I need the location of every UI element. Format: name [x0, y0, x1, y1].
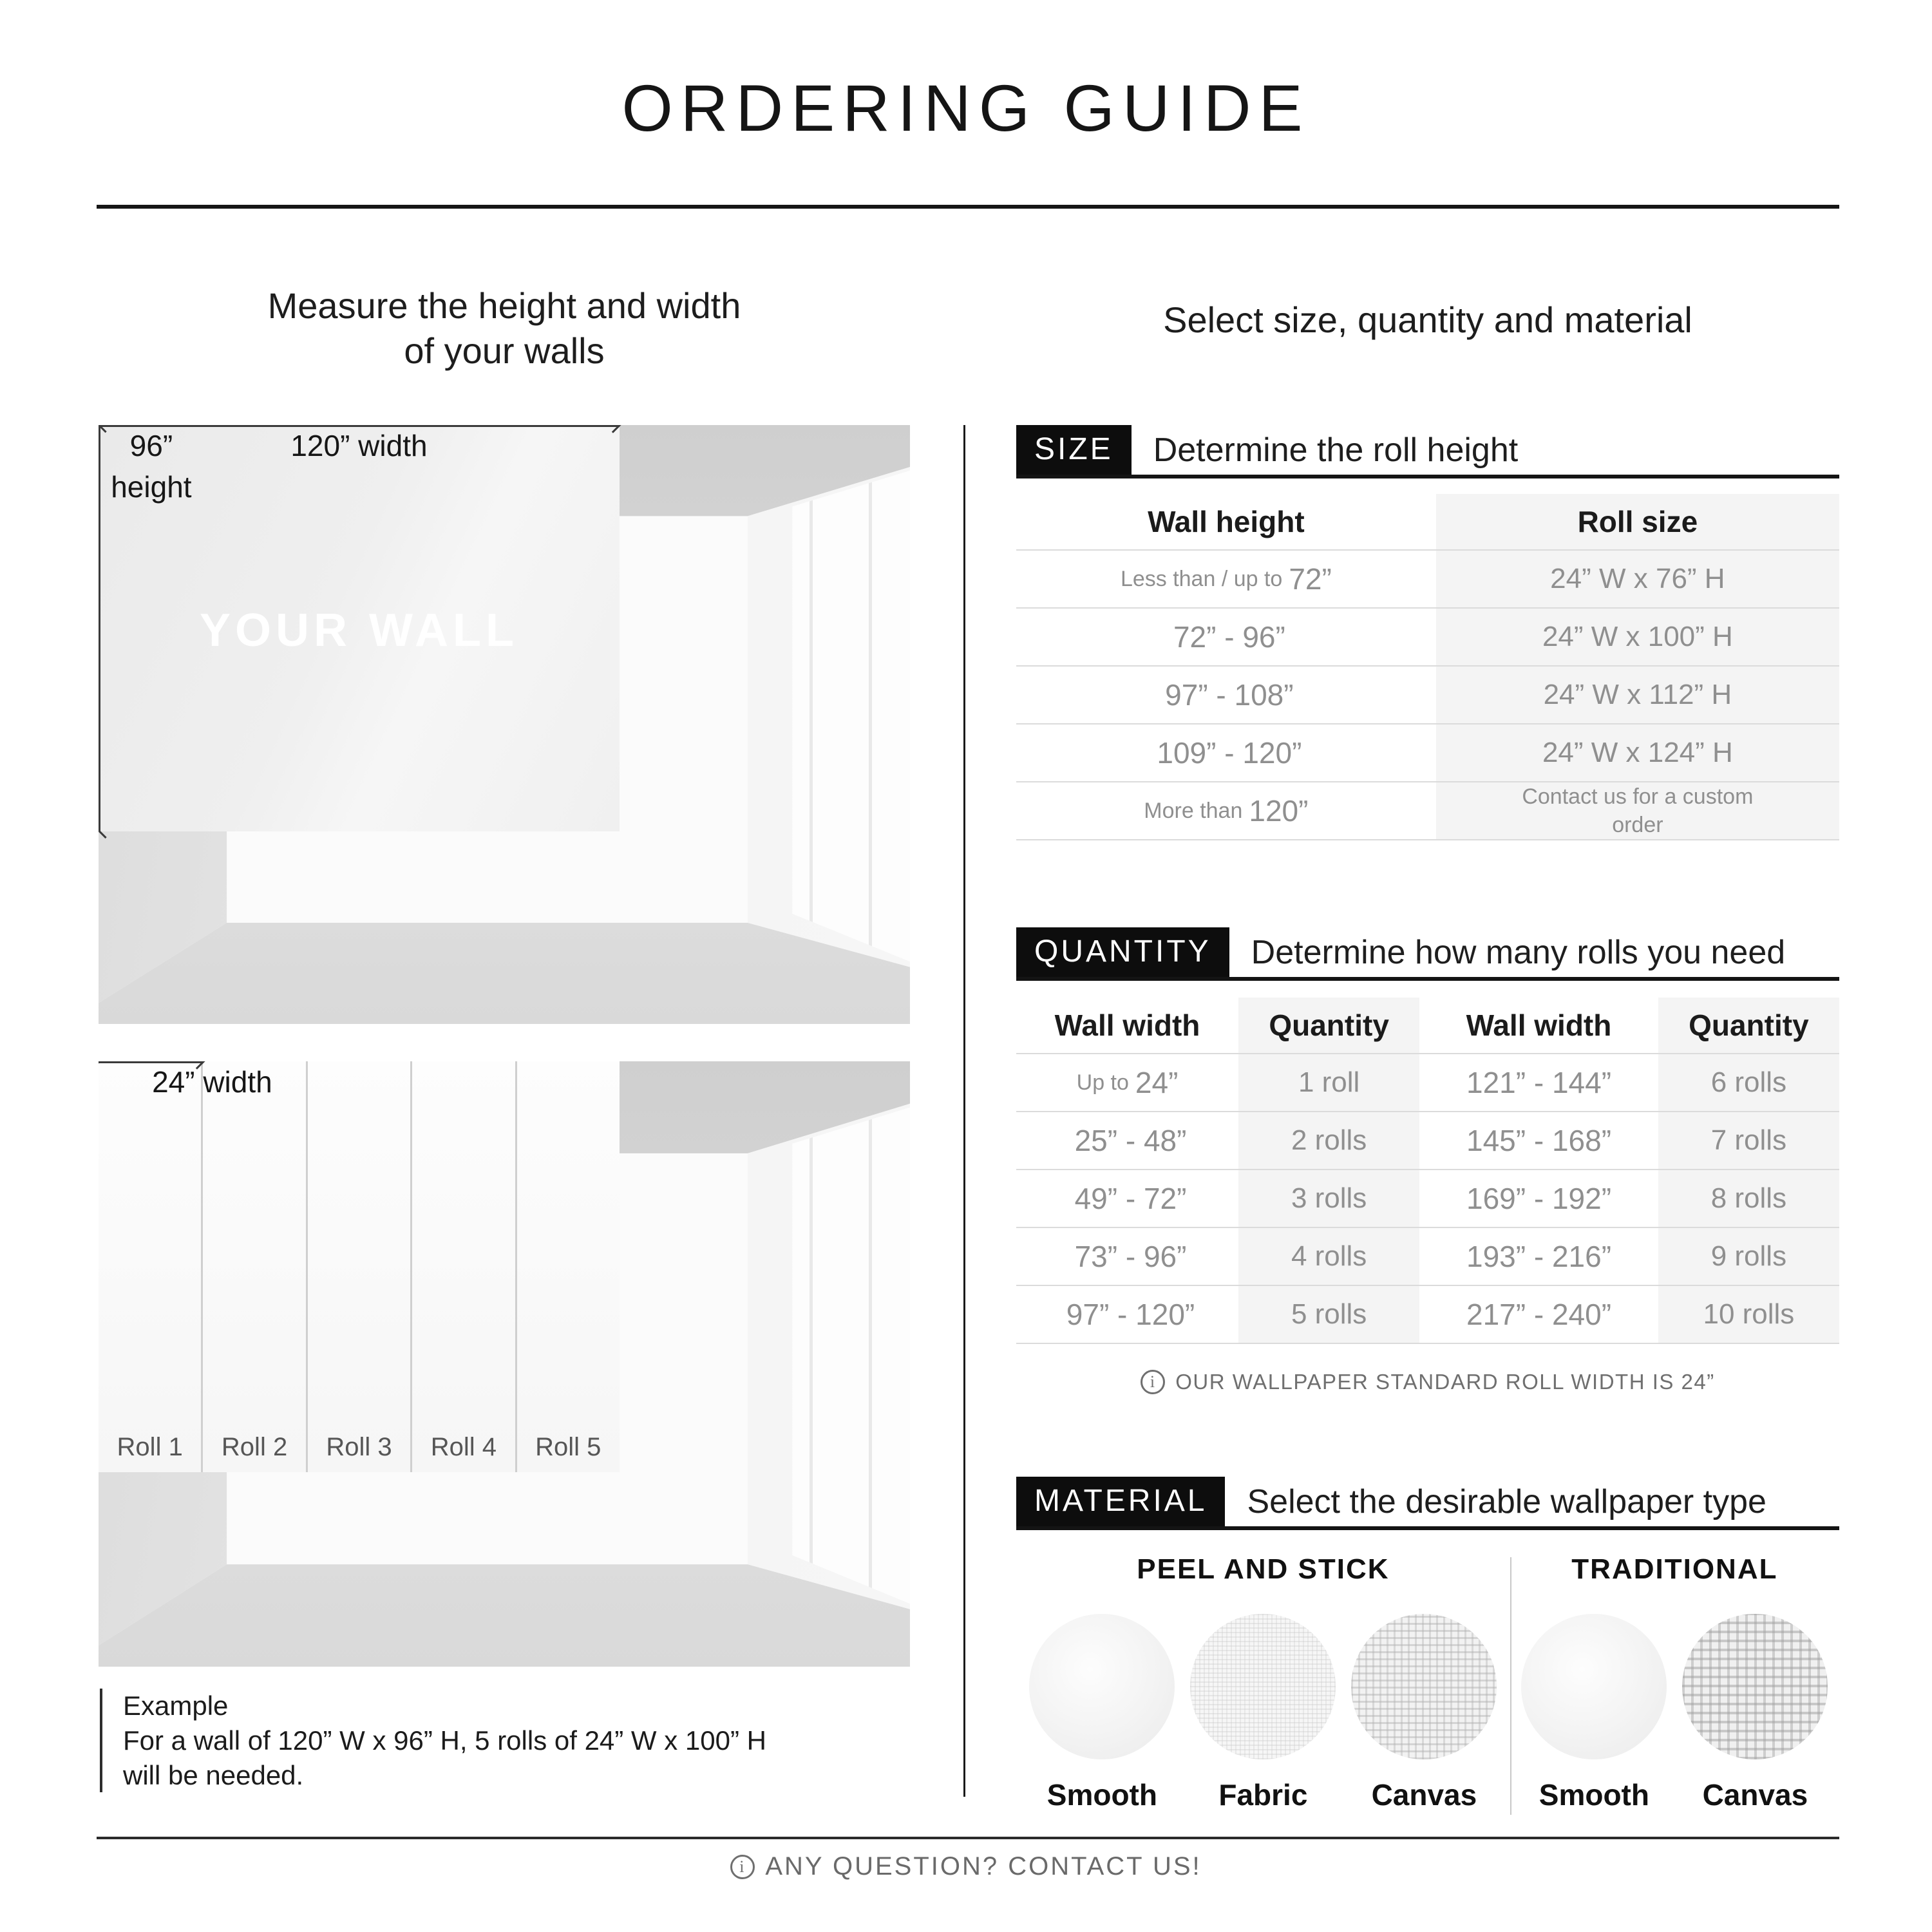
width-dimension-label: 120” width	[290, 429, 428, 462]
size-row-roll-size: 24” W x 100” H	[1436, 609, 1839, 667]
size-row-wall-height: 72” - 96”	[1016, 609, 1436, 667]
quantity-section-heading: Determine how many rolls you need	[1251, 933, 1786, 971]
column-header-wall-height: Wall height	[1016, 494, 1436, 551]
size-row-roll-size: 24” W x 112” H	[1436, 667, 1839, 724]
roll-panel-label: Roll 3	[326, 1433, 392, 1462]
footer-divider	[97, 1837, 1839, 1839]
size-row-wall-height: Less than / up to 72”	[1016, 551, 1436, 609]
column-header-quantity-1: Quantity	[1238, 998, 1419, 1054]
page-title: ORDERING GUIDE	[621, 71, 1311, 145]
quantity-badge: QUANTITY	[1016, 927, 1229, 977]
column-header-wall-width-1: Wall width	[1016, 998, 1238, 1054]
fabric-texture-circle	[1190, 1614, 1336, 1759]
qty-cell-wall-width: 217” - 240”	[1419, 1286, 1658, 1344]
material-badge: MATERIAL	[1016, 1477, 1225, 1526]
material-section-header	[1016, 1477, 1839, 1530]
size-table	[1016, 494, 1839, 840]
footer-contact-note: i ANY QUESTION? CONTACT US!	[0, 1852, 1932, 1881]
qty-cell-wall-width: 121” - 144”	[1419, 1054, 1658, 1112]
swatch-fabric: Fabric	[1190, 1614, 1336, 1812]
title-divider	[97, 205, 1839, 209]
material-groups	[1016, 1553, 1839, 1812]
roll-panel	[412, 1061, 515, 1472]
qty-cell-quantity: 5 rolls	[1238, 1286, 1419, 1344]
size-section-header	[1016, 425, 1839, 478]
canvas-texture-circle	[1682, 1614, 1828, 1759]
swatch-smooth: Smooth	[1521, 1614, 1667, 1812]
qty-cell-wall-width: 169” - 192”	[1419, 1170, 1658, 1228]
size-section	[1016, 425, 1839, 840]
example-note	[100, 1689, 898, 1792]
smooth-texture-circle	[1029, 1614, 1175, 1759]
material-group-divider	[1510, 1557, 1511, 1815]
room-illustration-measure	[99, 425, 910, 1024]
qty-cell-wall-width: 193” - 216”	[1419, 1228, 1658, 1286]
example-title: Example	[123, 1690, 229, 1721]
traditional-title: TRADITIONAL	[1571, 1553, 1778, 1585]
roll-width-note: i OUR WALLPAPER STANDARD ROLL WIDTH IS 24”	[1016, 1370, 1839, 1394]
left-column-heading	[99, 283, 910, 374]
example-line2: will be needed.	[123, 1759, 304, 1790]
example-line1: For a wall of 120” W x 96” H, 5 rolls of 24” W x 100” H	[123, 1725, 766, 1756]
your-wall-label: YOUR WALL	[199, 604, 518, 656]
traditional-swatches	[1510, 1614, 1839, 1812]
info-icon	[730, 1855, 755, 1879]
right-column-heading: Select size, quantity and material	[1163, 299, 1692, 340]
smooth-texture-circle	[1521, 1614, 1667, 1759]
peel-and-stick-title: PEEL AND STICK	[1137, 1553, 1390, 1585]
qty-cell-quantity: 1 roll	[1238, 1054, 1419, 1112]
swatch-smooth: Smooth	[1029, 1614, 1175, 1812]
size-row-wall-height: 109” - 120”	[1016, 724, 1436, 782]
material-group-peel-and-stick	[1016, 1553, 1510, 1812]
qty-cell-wall-width: 97” - 120”	[1016, 1286, 1238, 1344]
size-row-roll-size: 24” W x 124” H	[1436, 724, 1839, 782]
size-row-roll-size: 24” W x 76” H	[1436, 551, 1839, 609]
qty-cell-wall-width: 49” - 72”	[1016, 1170, 1238, 1228]
column-header-wall-width-2: Wall width	[1419, 998, 1658, 1054]
size-row-wall-height: More than 120”	[1016, 782, 1436, 840]
qty-cell-quantity: 3 rolls	[1238, 1170, 1419, 1228]
roll-panel	[517, 1061, 620, 1472]
qty-cell-quantity: 8 rolls	[1658, 1170, 1839, 1228]
swatch-canvas: Canvas	[1682, 1614, 1828, 1812]
left-heading-line2: of your walls	[404, 330, 605, 371]
qty-cell-quantity: 9 rolls	[1658, 1228, 1839, 1286]
roll-panel-label: Roll 4	[430, 1433, 497, 1462]
qty-cell-wall-width: 145” - 168”	[1419, 1112, 1658, 1170]
qty-cell-quantity: 6 rolls	[1658, 1054, 1839, 1112]
roll-panel-label: Roll 5	[535, 1433, 601, 1462]
column-divider	[963, 425, 965, 1797]
height-dimension-label: 96” height	[111, 429, 192, 504]
canvas-texture-circle	[1351, 1614, 1497, 1759]
size-badge: SIZE	[1016, 425, 1132, 475]
quantity-section-header	[1016, 927, 1839, 981]
qty-cell-quantity: 7 rolls	[1658, 1112, 1839, 1170]
qty-cell-quantity: 10 rolls	[1658, 1286, 1839, 1344]
roll-panel-label: Roll 1	[117, 1433, 183, 1462]
info-icon	[1141, 1370, 1165, 1394]
size-row-roll-size: Contact us for a custom order	[1436, 782, 1839, 840]
qty-cell-wall-width: 25” - 48”	[1016, 1112, 1238, 1170]
quantity-table	[1016, 998, 1839, 1344]
column-header-roll-size: Roll size	[1436, 494, 1839, 551]
peel-and-stick-swatches	[1016, 1614, 1510, 1812]
column-header-quantity-2: Quantity	[1658, 998, 1839, 1054]
qty-cell-quantity: 2 rolls	[1238, 1112, 1419, 1170]
swatch-canvas: Canvas	[1351, 1614, 1497, 1812]
qty-cell-wall-width: Up to 24”	[1016, 1054, 1238, 1112]
room-illustration-rolls	[99, 1061, 910, 1667]
roll-panel-label: Roll 2	[221, 1433, 288, 1462]
size-row-wall-height: 97” - 108”	[1016, 667, 1436, 724]
quantity-section	[1016, 927, 1839, 1394]
material-section	[1016, 1477, 1839, 1812]
roll-width-dimension-label: 24” width	[152, 1065, 272, 1099]
qty-cell-quantity: 4 rolls	[1238, 1228, 1419, 1286]
qty-cell-wall-width: 73” - 96”	[1016, 1228, 1238, 1286]
material-group-traditional	[1510, 1553, 1839, 1812]
size-section-heading: Determine the roll height	[1153, 431, 1519, 469]
material-section-heading: Select the desirable wallpaper type	[1247, 1482, 1766, 1520]
left-heading-line1: Measure the height and width	[267, 285, 741, 326]
